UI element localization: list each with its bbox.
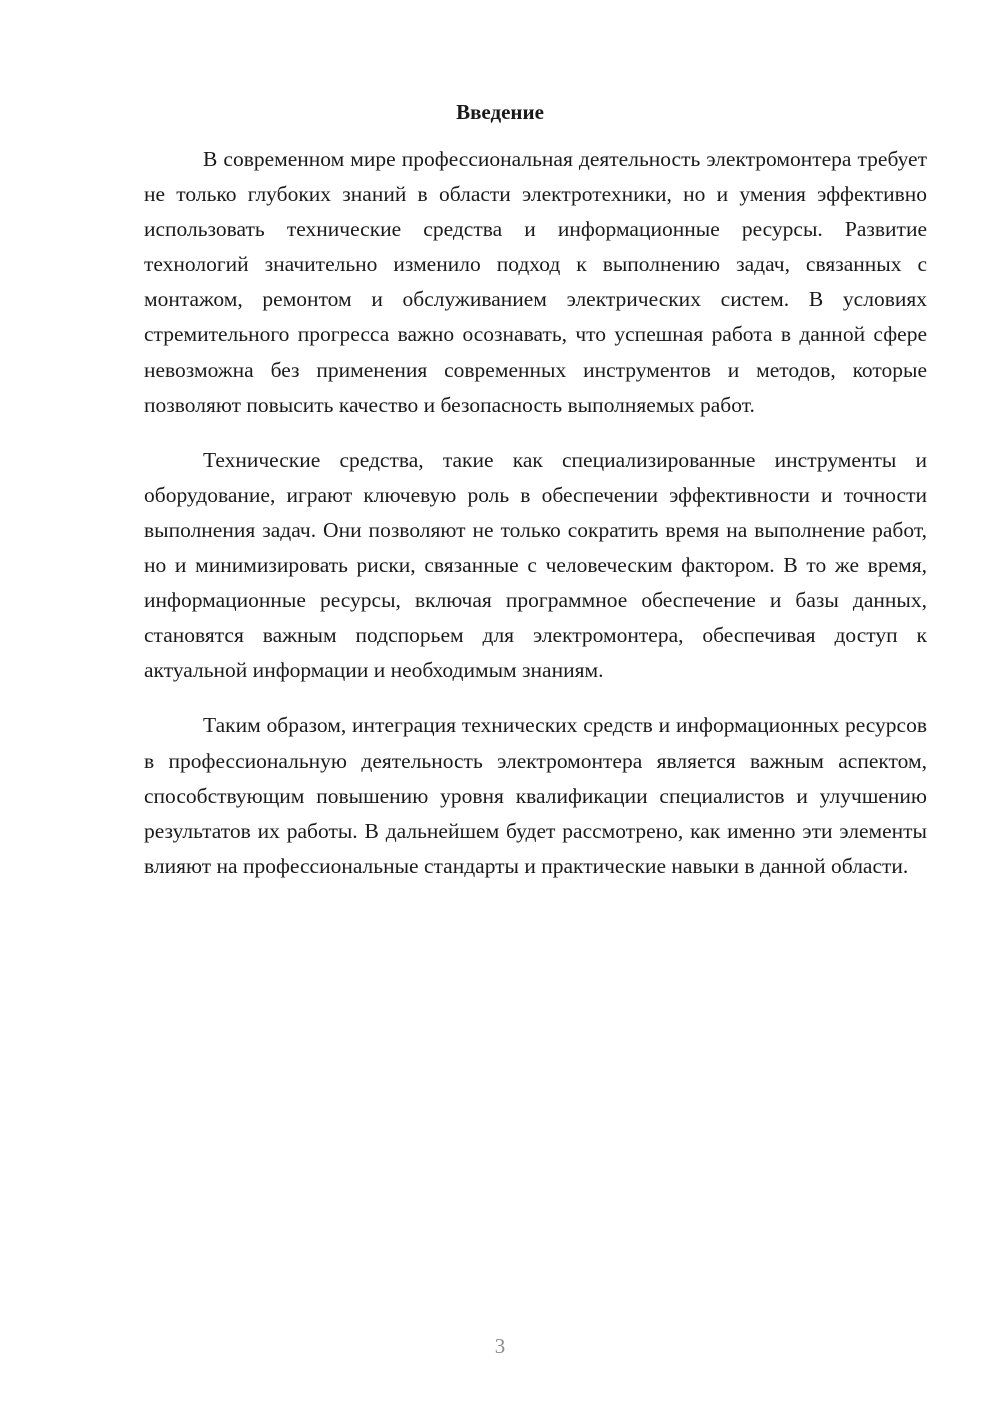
body-text	[144, 142, 927, 904]
paragraph-intro: В современном мире профессиональная деятельность электромонтера требует не только глубоких знаний в области электротехники, но и умения эффективно использовать технические средства и информационные ресурсы. Развитие технологий значительно изменило подход к выполнению задач, связанных с монтажом, ремонтом и обслуживанием электрических систем. В условиях стремительного прогресса важно осознавать, что успешная работа в данной сфере невозможна без применения современных инструментов и методов, которые позволяют повысить качество и безопасность выполняемых работ.	[144, 147, 927, 417]
paragraph-conclusion: Таким образом, интеграция технических средств и информационных ресурсов в профессиональную деятельность электромонтера является важным аспектом, способствующим повышению уровня квалификации специалистов и улучшению результатов их работы. В дальнейшем будет рассмотрено, как именно эти элементы влияют на профессиональные стандарты и практические навыки в данной области.	[144, 713, 927, 878]
paragraph-technical-means: Технические средства, такие как специализированные инструменты и оборудование, играют ключевую роль в обеспечении эффективности и точности выполнения задач. Они позволяют не только сократить время на выполнение работ, но и минимизировать риски, связанные с человеческим фактором. В то же время, информационные ресурсы, включая программное обеспечение и базы данных, становятся важным подспорьем для электромонтера, обеспечивая доступ к актуальной информации и необходимым знаниям.	[144, 447, 927, 683]
page-number: 3	[494, 1334, 506, 1358]
section-title: Введение	[456, 100, 544, 124]
